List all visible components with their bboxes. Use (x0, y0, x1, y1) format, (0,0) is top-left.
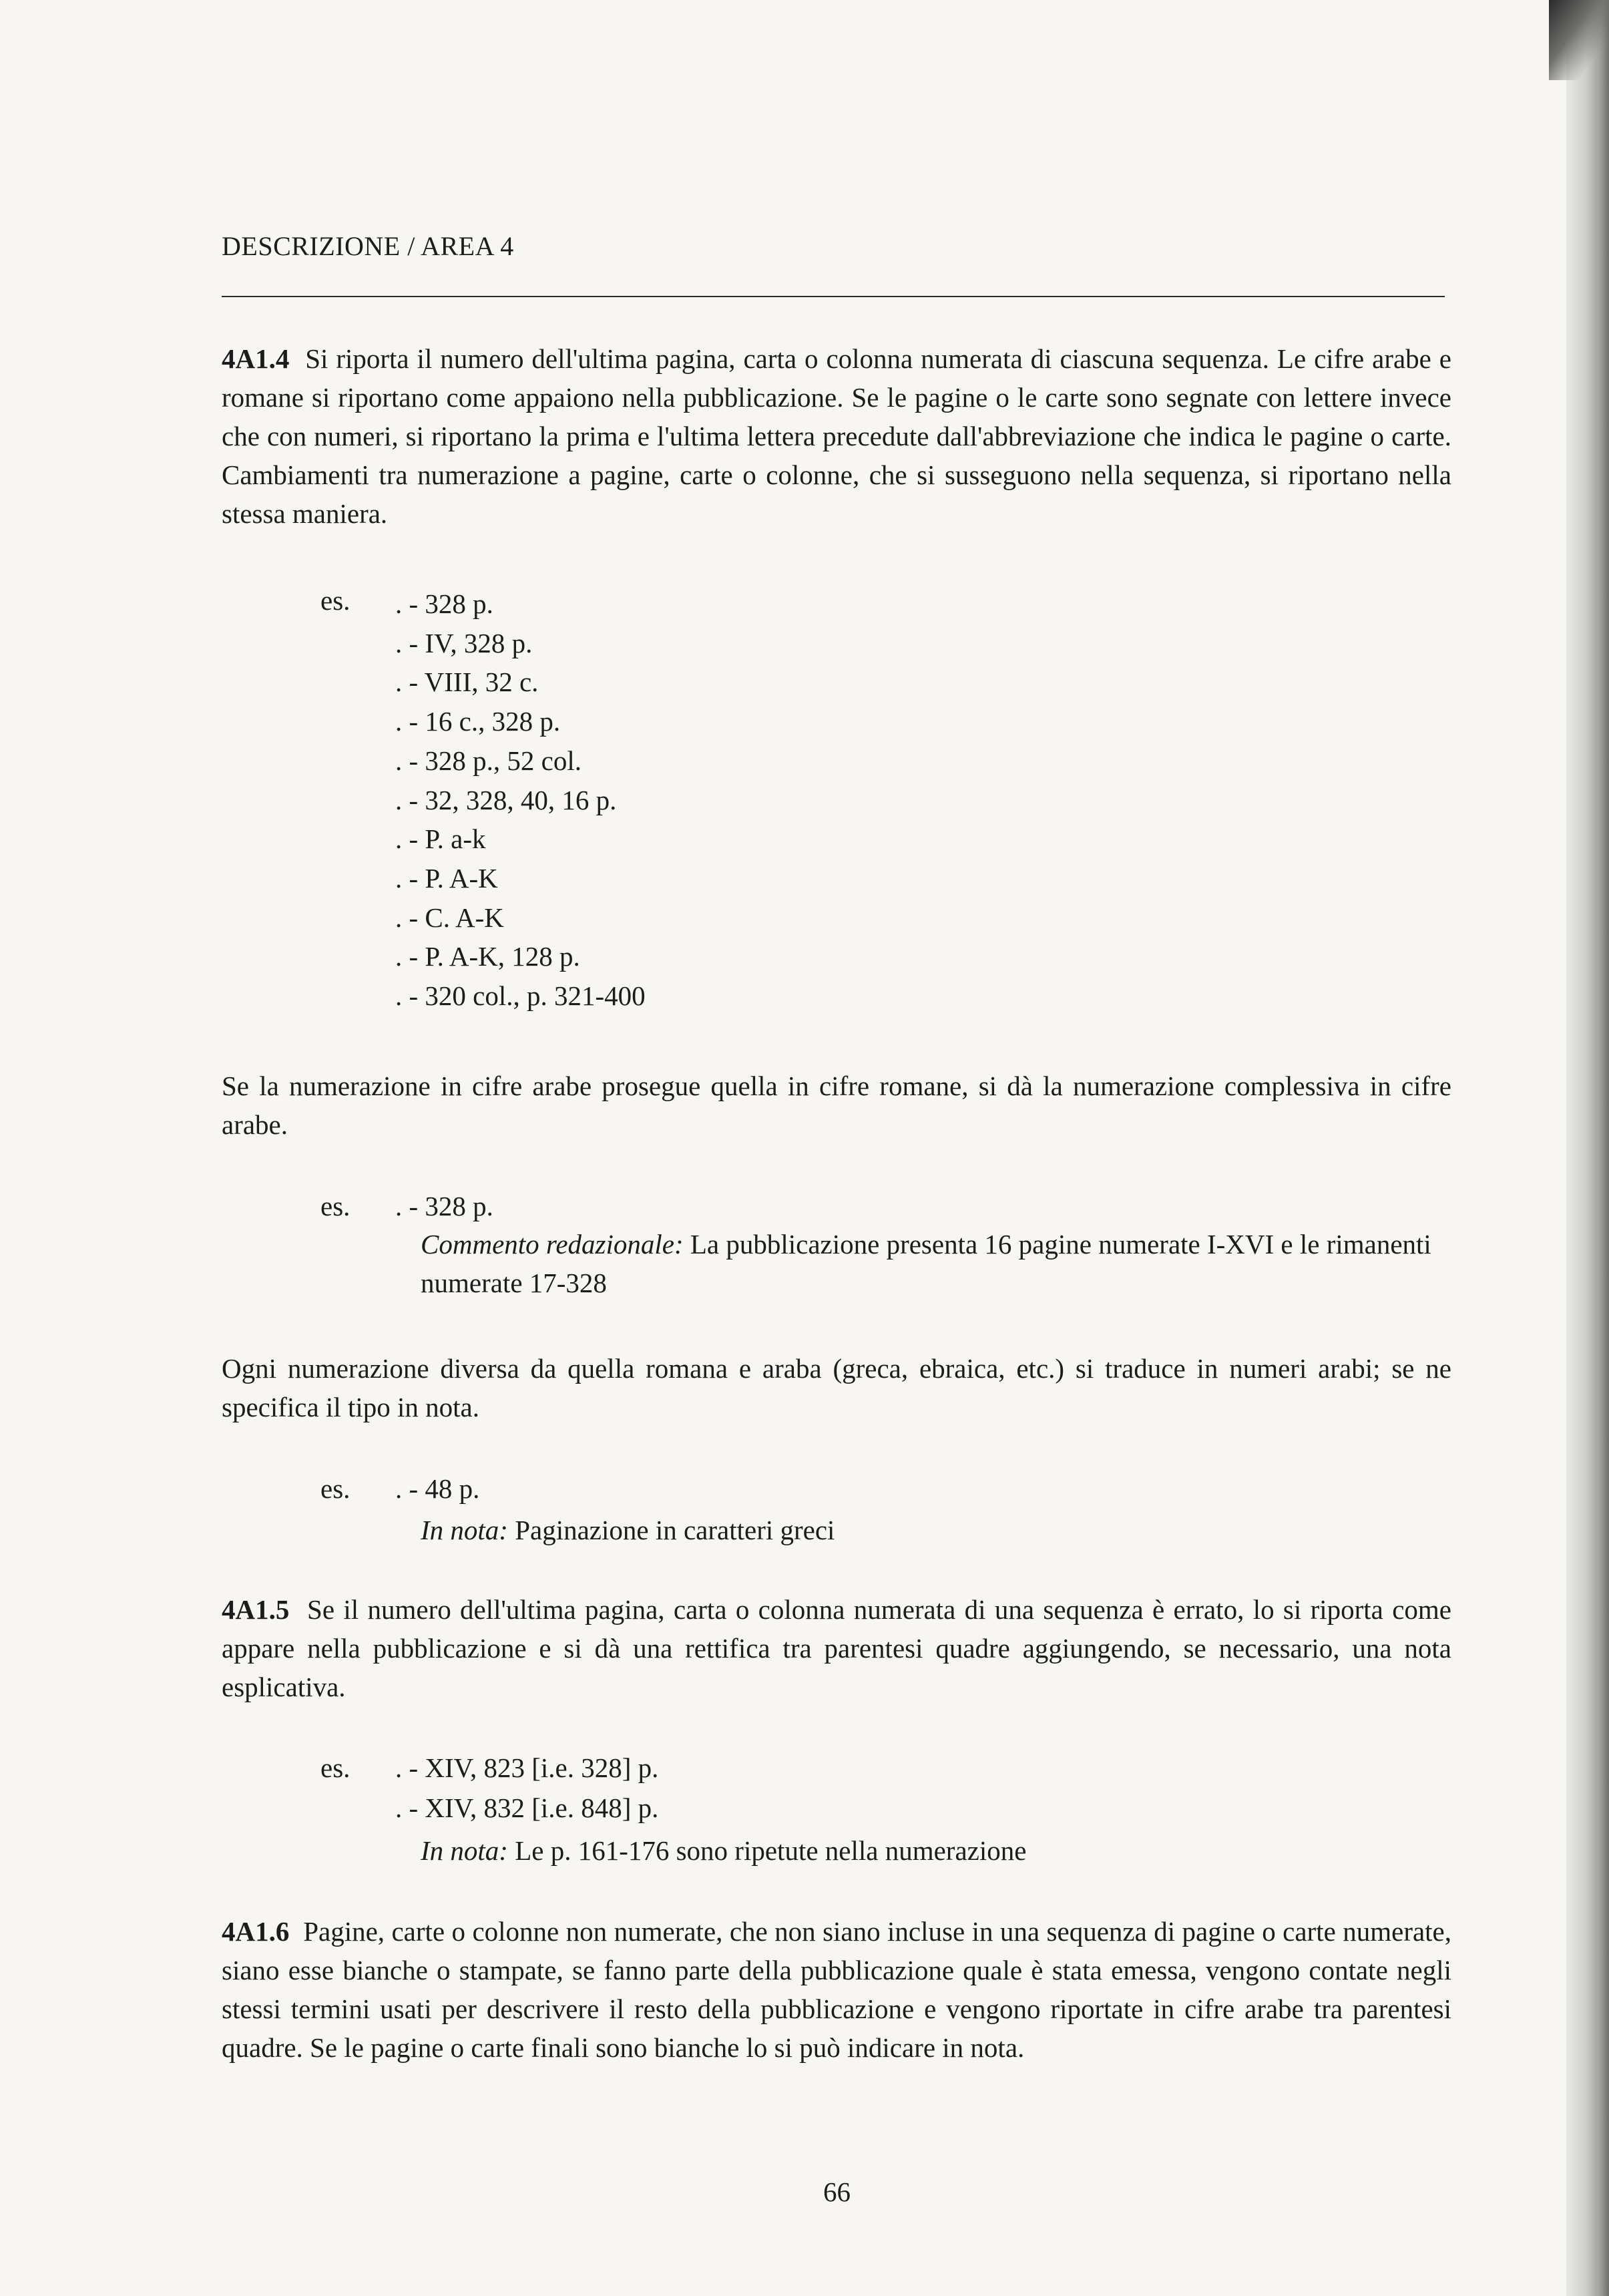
section-text: Si riporta il numero dell'ultima pagina, carta o colonna numerata di ciascuna sequenza. Le cifre arabe e romane si riportano come appaiono nella pubblicazione. Se le pagine o le carte sono segnate con lettere invece che con numeri, si riportano la prima e l'ultima lettera precedute dall'abbreviazione che indica le pagine o carte. Cambiamenti tra numerazione a pagine, carte o colonne, che si susseguono nella sequenza, si riportano nella stessa maniera. (222, 343, 1451, 529)
note-label: Commento redazionale: (421, 1229, 684, 1260)
section-4a1-6-paragraph (222, 1912, 1451, 2067)
section-4a1-5-paragraph (222, 1590, 1451, 1706)
list-item: . - P. A-K, 128 p. (395, 941, 580, 972)
section-text: Pagine, carte o colonne non numerate, che non siano incluse in una sequenza di pagine o carte numerate, siano esse bianche o stampate, se fanno parte della pubblicazione quale è stata emessa, vengono contate negli stessi termini usati per descrivere il resto della pubblicazione e vengono riportate in cifre arabe tra parentesi quadre. Se le pagine o carte finali sono bianche lo si può indicare in nota. (222, 1916, 1452, 2063)
section-4a1-4-paragraph (222, 339, 1451, 533)
list-item: . - 320 col., p. 321-400 (395, 980, 646, 1012)
list-item: . - P. a-k (395, 823, 486, 855)
example-line: . - XIV, 823 [i.e. 328] p. (395, 1752, 659, 1783)
example-list (395, 584, 646, 1016)
example-line: . - 48 p. (395, 1473, 480, 1504)
list-item: . - 328 p., 52 col. (395, 745, 582, 776)
section-number: 4A1.6 (222, 1916, 290, 1947)
example-label: es. (320, 1473, 351, 1504)
section-text: Se il numero dell'ultima pagina, carta o colonna numerata di una sequenza è errato, lo si riporta come appare nella pubblicazione e si dà una rettifica tra parentesi quadre aggiungendo, se necessario, una nota esplicativa. (222, 1594, 1451, 1702)
section-number: 4A1.5 (222, 1594, 290, 1625)
example-line: . - 328 p. (395, 1191, 493, 1221)
list-item: . - VIII, 32 c. (395, 666, 539, 698)
example-label: es. (320, 585, 351, 616)
page-edge-shadow (1566, 0, 1609, 2296)
example-line: . - XIV, 832 [i.e. 848] p. (395, 1792, 659, 1823)
note-text: Le p. 161-176 sono ripetute nella numerazione (515, 1835, 1027, 1866)
page-corner-shadow (1549, 0, 1609, 80)
list-item: . - C. A-K (395, 902, 504, 933)
section-number: 4A1.4 (222, 343, 290, 374)
list-item: . - 328 p. (395, 588, 493, 619)
header-rule (222, 296, 1445, 297)
example-note (421, 1511, 1452, 1549)
example-label: es. (320, 1191, 351, 1221)
note-text: La pubblicazione presenta 16 pagine numerate I-XVI e le rimanenti numerate 17-328 (421, 1229, 1431, 1298)
other-numbering-paragraph: Ogni numerazione diversa da quella romana e araba (greca, ebraica, etc.) si traduce in numeri arabi; se ne specifica il tipo in nota. (222, 1353, 1451, 1422)
note-label: In nota: (421, 1515, 508, 1545)
example-note (421, 1831, 1452, 1870)
running-header: DESCRIZIONE / AREA 4 (222, 231, 514, 261)
list-item: . - IV, 328 p. (395, 627, 533, 658)
note-text: Paginazione in caratteri greci (515, 1515, 835, 1545)
list-item: . - P. A-K (395, 862, 498, 894)
page-number: 66 (823, 2176, 851, 2207)
list-item: . - 32, 328, 40, 16 p. (395, 784, 617, 815)
note-label: In nota: (421, 1835, 508, 1866)
editorial-comment (421, 1225, 1452, 1302)
example-label: es. (320, 1752, 351, 1783)
numbering-paragraph: Se la numerazione in cifre arabe prosegue quella in cifre romane, si dà la numerazione complessiva in cifre arabe. (222, 1071, 1451, 1140)
list-item: . - 16 c., 328 p. (395, 706, 561, 737)
